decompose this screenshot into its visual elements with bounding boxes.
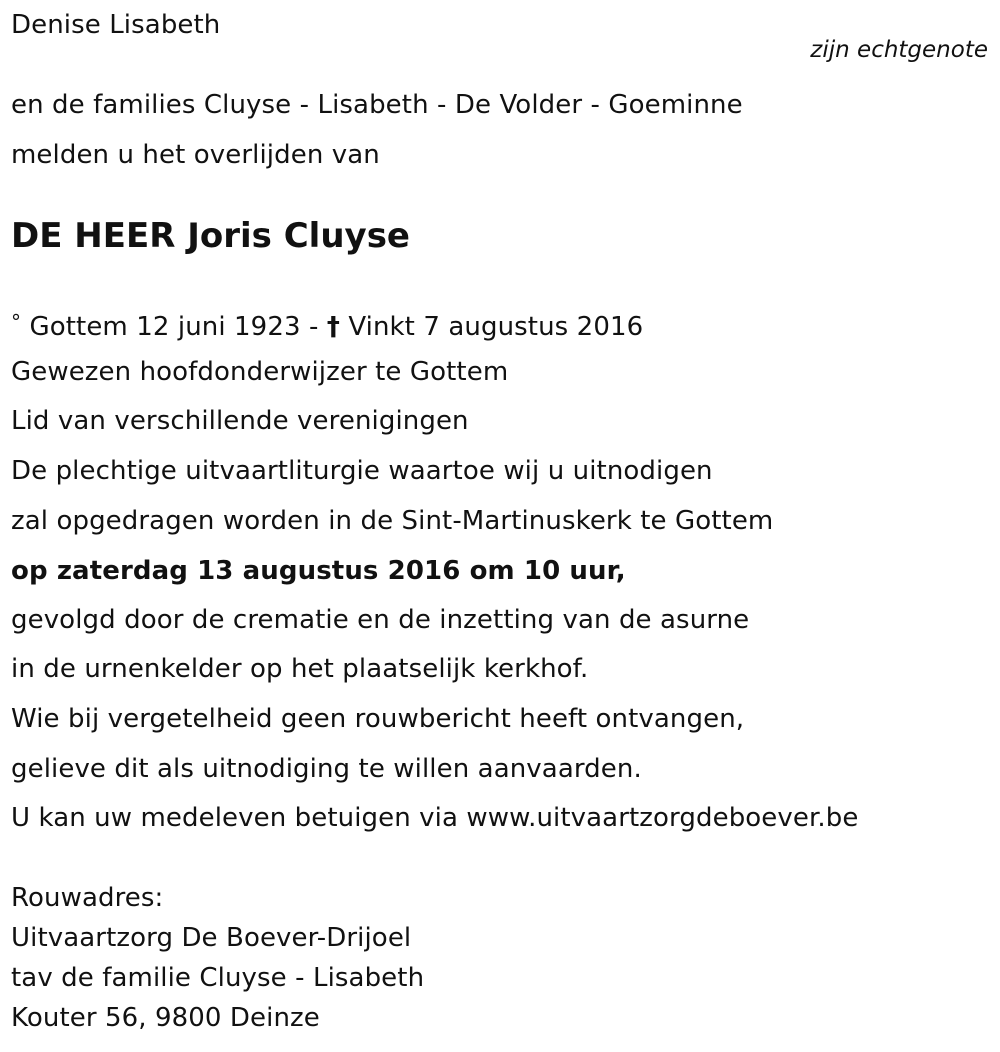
- occupation-line: Gewezen hoofdonderwijzer te Gottem: [11, 357, 509, 387]
- liturgy-line: De plechtige uitvaartliturgie waartoe wij u uitnodigen: [11, 456, 713, 486]
- cross-icon: †: [326, 312, 340, 342]
- spouse-role: zijn echtgenote: [810, 37, 988, 63]
- address-line-2: tav de familie Cluyse - Lisabeth: [11, 963, 425, 993]
- death-date: Vinkt 7 augustus 2016: [348, 312, 644, 342]
- urn-vault-line: in de urnenkelder op het plaatselijk kerkhof.: [11, 654, 589, 684]
- deceased-name: DE HEER Joris Cluyse: [11, 216, 410, 256]
- birth-date: Gottem 12 juni 1923 -: [29, 312, 319, 342]
- address-label: Rouwadres:: [11, 883, 164, 913]
- service-date-line: op zaterdag 13 augustus 2016 om 10 uur,: [11, 556, 626, 586]
- memberships-line: Lid van verschillende verenigingen: [11, 406, 469, 436]
- condolence-line: U kan uw medeleven betuigen via www.uitvaartzorgdeboever.be: [11, 803, 859, 833]
- church-line: zal opgedragen worden in de Sint-Martinuskerk te Gottem: [11, 506, 774, 536]
- address-line-3: Kouter 56, 9800 Deinze: [11, 1003, 320, 1033]
- cremation-line: gevolgd door de crematie en de inzetting van de asurne: [11, 605, 750, 635]
- life-dates: [11, 307, 643, 342]
- invitation-line: gelieve dit als uitnodiging te willen aanvaarden.: [11, 754, 642, 784]
- birth-symbol: °: [11, 310, 22, 334]
- no-notice-line: Wie bij vergetelheid geen rouwbericht heeft ontvangen,: [11, 704, 745, 734]
- spouse-name: Denise Lisabeth: [11, 10, 221, 40]
- announcement-line: melden u het overlijden van: [11, 140, 380, 170]
- address-line-1: Uitvaartzorg De Boever-Drijoel: [11, 923, 412, 953]
- families-line: en de families Cluyse - Lisabeth - De Volder - Goeminne: [11, 90, 743, 120]
